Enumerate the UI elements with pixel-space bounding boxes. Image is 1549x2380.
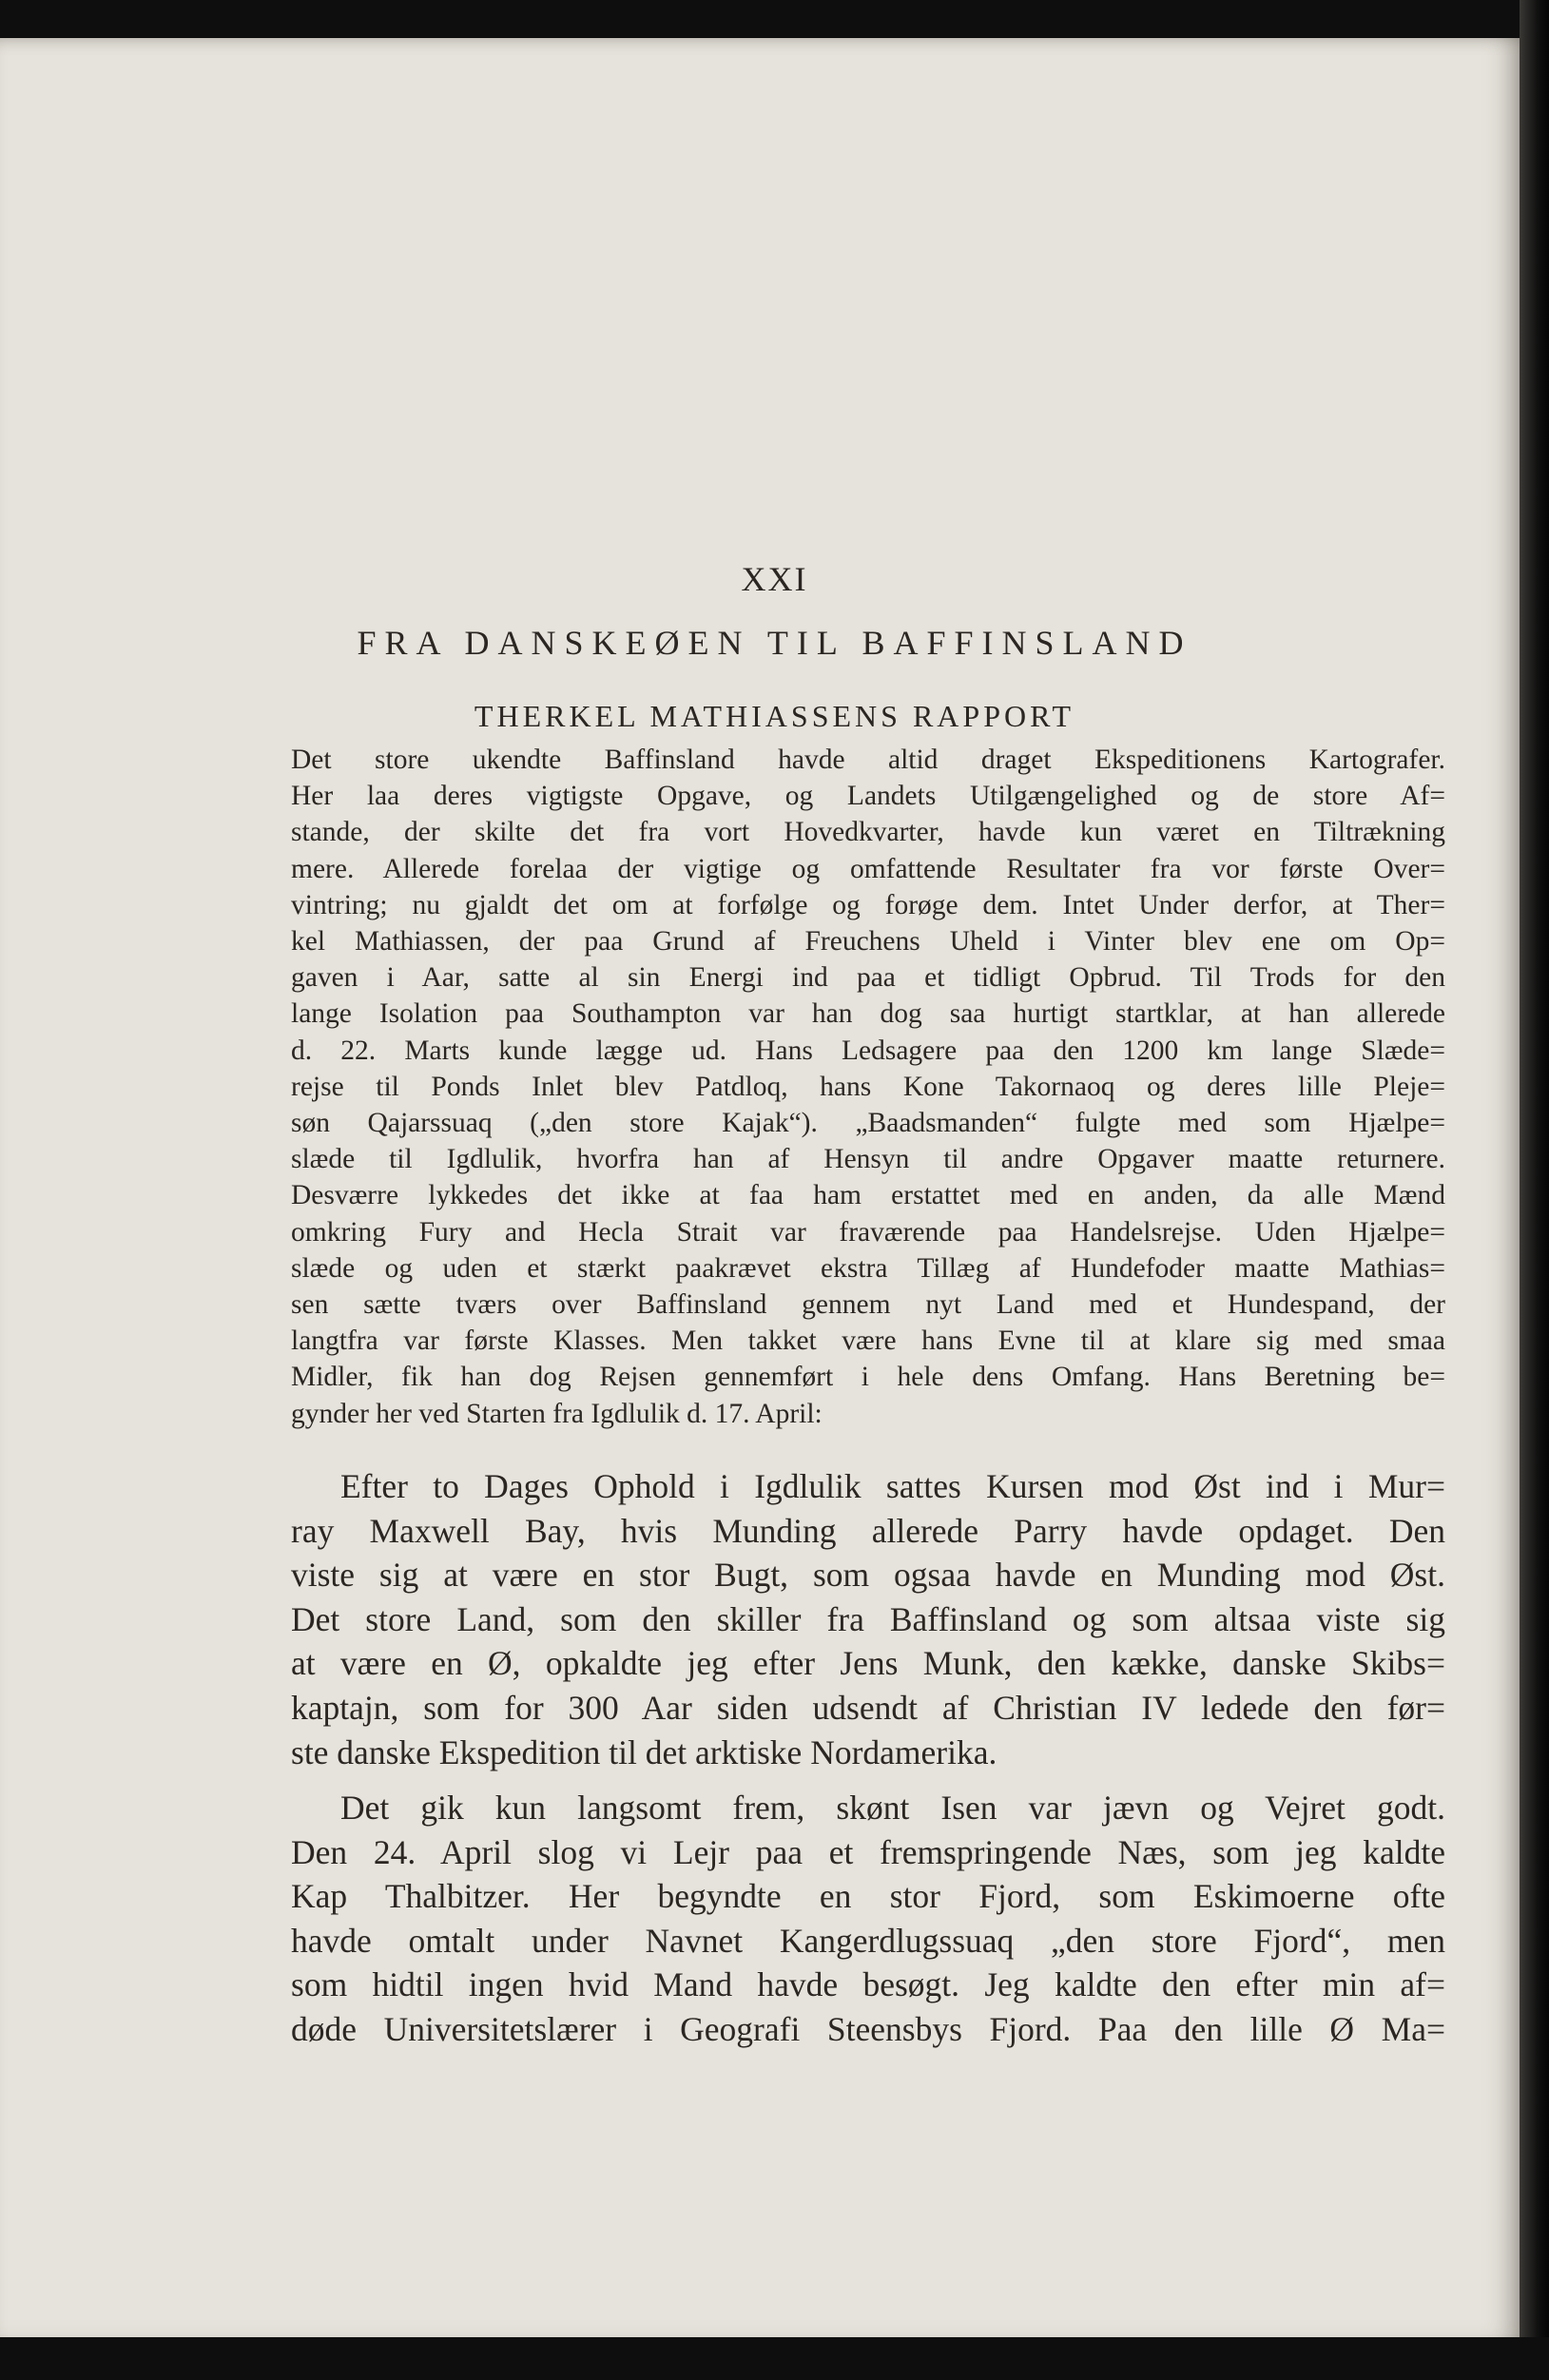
chapter-subtitle: THERKEL MATHIASSENS RAPPORT [474, 699, 1075, 733]
intro-line: Det store ukendte Baffinsland havde altid draget Ekspeditionens Kartografer. [291, 745, 1445, 775]
intro-line: slæde og uden et stærkt paakrævet ekstra Tillæg af Hundefoder maatte Mathias= [291, 1252, 1445, 1284]
intro-line: kel Mathiassen, der paa Grund af Freuchens Uheld i Vinter blev ene om Op= [291, 926, 1445, 958]
intro-line: stande, der skilte det fra vort Hovedkvarter, havde kun været en Tiltrækning [291, 817, 1445, 848]
intro-paragraph [291, 742, 1445, 1432]
intro-line: sen sætte tværs over Baffinsland gennem nyt Land med et Hundespand, der [291, 1289, 1445, 1321]
body-line: Det gik kun langsomt frem, skønt Isen var jævn og Vejret godt. [340, 1789, 1445, 1827]
intro-line: d. 22. Marts kunde lægge ud. Hans Ledsagere paa den 1200 km lange Slæde= [291, 1035, 1445, 1066]
intro-line: vintring; nu gjaldt det om at forfølge og forøge dem. Intet Under derfor, at Ther= [291, 889, 1445, 920]
body-line: ray Maxwell Bay, hvis Munding allerede Parry havde opdaget. Den [291, 1511, 1445, 1550]
body-line: ste danske Ekspedition til det arktiske Nordamerika. [291, 1732, 997, 1771]
intro-line: gaven i Aar, satte al sin Energi ind paa et tidligt Opbrud. Til Trods for den [291, 962, 1445, 994]
body-line: kaptajn, som for 300 Aar siden udsendt af Christian IV ledede den før= [291, 1688, 1445, 1727]
body-line: Kap Thalbitzer. Her begyndte en stor Fjord, som Eskimoerne ofte [291, 1877, 1445, 1916]
body-line: viste sig at være en stor Bugt, som ogsaa havde en Munding mod Øst. [291, 1556, 1445, 1595]
intro-line: omkring Fury and Hecla Strait var fraværende paa Handelsrejse. Uden Hjælpe= [291, 1216, 1445, 1248]
intro-line: rejse til Ponds Inlet blev Patdloq, hans Kone Takornaoq og deres lille Pleje= [291, 1071, 1445, 1102]
body-line: som hidtil ingen hvid Mand havde besøgt. Jeg kaldte den efter min af= [291, 1965, 1445, 2004]
intro-line: gynder her ved Starten fra Igdlulik d. 17. April: [291, 1398, 823, 1429]
scan-top-edge [0, 0, 1549, 38]
intro-line: Midler, fik han dog Rejsen gennemført i hele dens Omfang. Hans Beretning be= [291, 1362, 1445, 1393]
body-line: Det store Land, som den skiller fra Baffinsland og som altsaa viste sig [291, 1599, 1445, 1638]
scan-bottom-edge [0, 2337, 1549, 2380]
intro-line: Desværre lykkedes det ikke at faa ham erstattet med en anden, da alle Mænd [291, 1180, 1445, 1211]
body-line: døde Universitetslærer i Geografi Steensbys Fjord. Paa den lille Ø Ma= [291, 2009, 1445, 2048]
body-paragraph-1 [291, 1464, 1445, 1774]
intro-line: lange Isolation paa Southampton var han dog saa hurtigt startklar, at han allerede [291, 998, 1445, 1030]
body-line: havde omtalt under Navnet Kangerdlugssuaq „den store Fjord“, men [291, 1921, 1445, 1960]
intro-line: mere. Allerede forelaa der vigtige og omfattende Resultater fra vor første Over= [291, 853, 1445, 884]
intro-line: slæde til Igdlulik, hvorfra han af Hensyn til andre Opgaver maatte returnere. [291, 1144, 1445, 1175]
intro-line: Her laa deres vigtigste Opgave, og Landets Utilgængelighed og de store Af= [291, 781, 1445, 812]
intro-line: langtfra var første Klasses. Men takket være hans Evne til at klare sig med smaa [291, 1325, 1445, 1357]
body-line: Efter to Dages Ophold i Igdlulik sattes Kursen mod Øst ind i Mur= [340, 1467, 1445, 1505]
chapter-number: XXI [741, 560, 808, 598]
book-spine-edge [1520, 0, 1549, 2380]
body-paragraph-2 [291, 1786, 1445, 2052]
body-line: at være en Ø, opkaldte jeg efter Jens Munk, den kække, danske Skibs= [291, 1644, 1445, 1683]
chapter-title: FRA DANSKEØEN TIL BAFFINSLAND [357, 624, 1192, 662]
body-line: Den 24. April slog vi Lejr paa et fremspringende Næs, som jeg kaldte [291, 1832, 1445, 1871]
intro-line: søn Qajarssuaq („den store Kajak“). „Baadsmanden“ fulgte med som Hjælpe= [291, 1108, 1445, 1139]
